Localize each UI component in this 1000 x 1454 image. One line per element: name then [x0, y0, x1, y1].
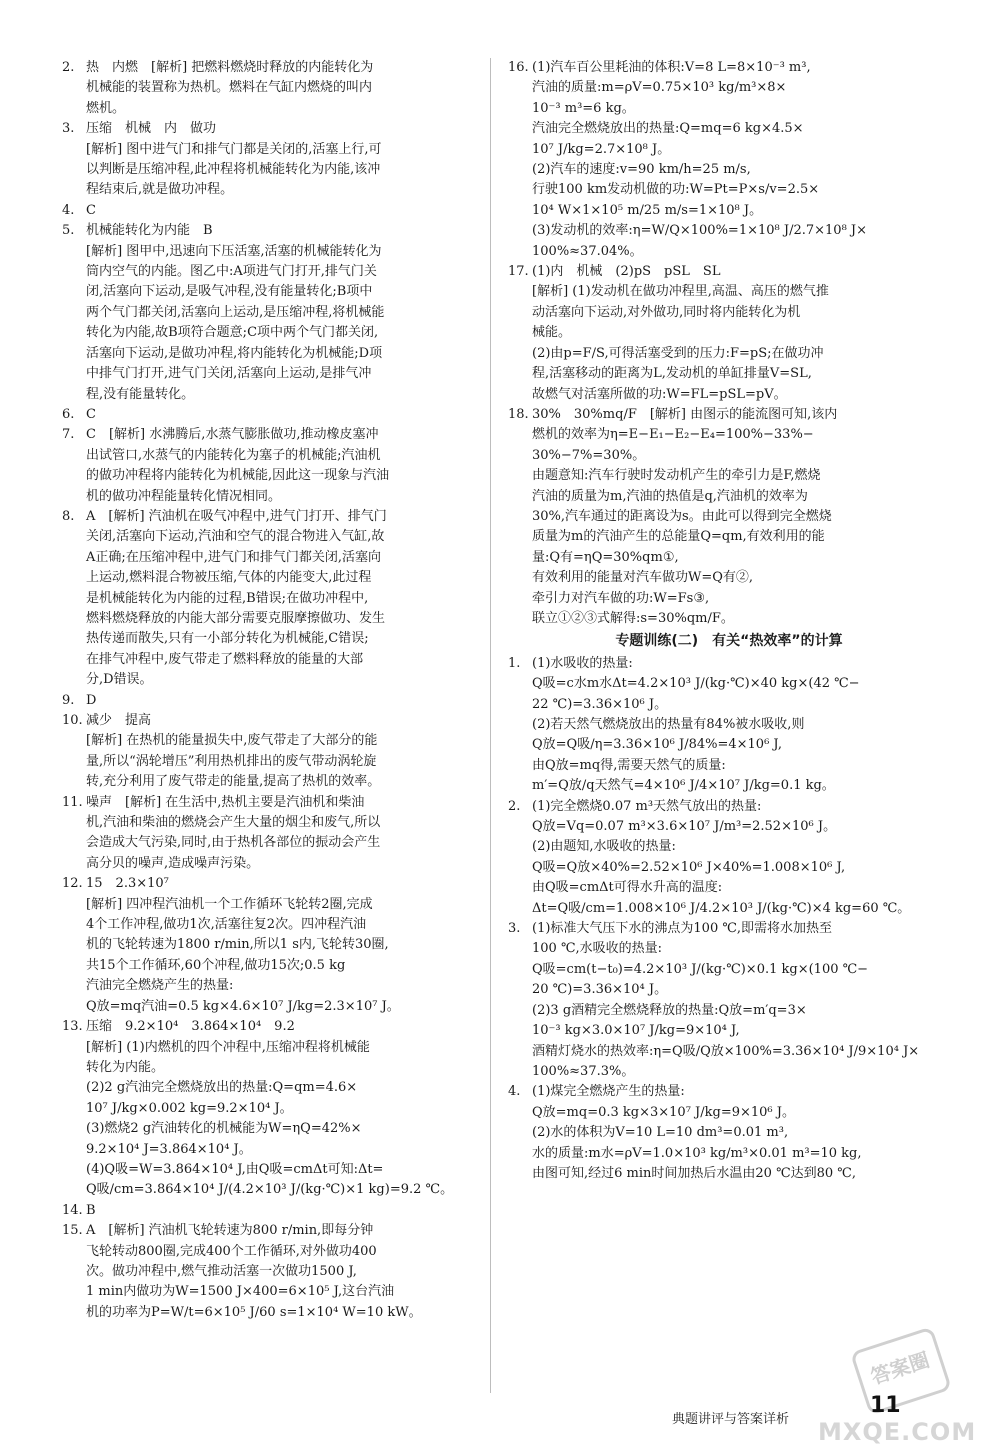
- answer-text: 汽油完全燃烧放出的热量:Q=mq=6 kg×4.5×: [532, 121, 804, 137]
- answer-text: 100%≈37.3%。: [532, 1063, 635, 1079]
- answer-item: [62, 405, 524, 425]
- answer-text: C [解析] 水沸腾后,水蒸气膨胀做功,推动橡皮塞冲: [86, 427, 379, 443]
- answer-text: 燃料燃烧释放的内能大部分需要克服摩擦做功、发生: [86, 610, 386, 626]
- question-number: 15.: [62, 1223, 83, 1239]
- answer-text: 燃机。: [86, 100, 126, 116]
- answer-line: [508, 1021, 950, 1041]
- answer-item: [62, 201, 524, 221]
- answer-line: [62, 1058, 524, 1078]
- answer-line: [62, 119, 524, 139]
- answer-text: 的做功冲程将内能转化为机械能,因此这一现象与汽油: [86, 468, 390, 484]
- answer-line: [508, 1001, 950, 1021]
- answer-text: 热 内燃 [解析] 把燃料燃烧时释放的内能转化为: [86, 60, 374, 75]
- answer-item: [508, 262, 950, 405]
- answer-text: (2)由p=F/S,可得活塞受到的压力:F=pS;在做功冲: [532, 345, 824, 361]
- answer-line: [62, 323, 524, 343]
- answer-text: Q吸=cm(t−t₀)=4.2×10³ J/(kg·℃)×0.1 kg×(100 ℃−: [532, 961, 869, 977]
- answer-line: [62, 262, 524, 282]
- answer-text: (2)3 g酒精完全燃烧释放的热量:Q放=m′q=3×: [532, 1002, 807, 1018]
- answer-line: [508, 919, 950, 939]
- answer-text: Q吸=Q放×40%=2.52×10⁶ J×40%=1.008×10⁶ J,: [532, 859, 846, 875]
- answer-line: [62, 466, 524, 486]
- answer-text: 会造成大气污染,同时,由于热机各部位的振动会产生: [86, 835, 381, 851]
- stamp-logo: [850, 1326, 952, 1418]
- answer-line: [62, 1140, 524, 1160]
- answer-line: [508, 385, 950, 405]
- answer-line: [508, 160, 950, 180]
- answer-text: 由Q吸=cmΔt可得水升高的温度:: [532, 880, 723, 896]
- question-number: 1.: [508, 655, 521, 671]
- answer-text: (1)标准大气压下水的沸点为100 ℃,即需将水加热至: [532, 921, 833, 937]
- answer-line: [62, 160, 524, 180]
- answer-item: [62, 691, 524, 711]
- question-number: 9.: [62, 692, 75, 708]
- answer-text: (1)完全燃烧0.07 m³天然气放出的热量:: [532, 798, 762, 814]
- answer-line: [62, 487, 524, 507]
- answer-text: 联立①②③式解得:s=30%qm/F。: [532, 610, 734, 626]
- answer-line: [62, 629, 524, 649]
- answer-text: (2)若天然气燃烧放出的热量有84%被水吸收,则: [532, 717, 805, 732]
- answer-text: 汽油的质量:m=ρV=0.75×10³ kg/m³×8×: [532, 80, 787, 96]
- answer-text: B: [86, 1202, 96, 1218]
- answer-text: 减少 提高: [86, 713, 152, 728]
- answer-line: [508, 78, 950, 98]
- answer-line: [508, 695, 950, 715]
- answer-text: 以判断是压缩冲程,此冲程将机械能转化为内能,该冲: [86, 162, 381, 178]
- answer-text: 由题意知:汽车行驶时发动机产生的牵引力是F,燃烧: [532, 468, 821, 484]
- answer-text: 分,D错误。: [86, 672, 153, 688]
- answer-text: 机的飞轮转速为1800 r/min,所以1 s内,飞轮转30圈,: [86, 937, 389, 953]
- answer-text: 燃机的效率为η=E−E₁−E₂−E₄=100%−33%−: [532, 427, 814, 443]
- answer-line: [508, 654, 950, 674]
- answer-line: [62, 201, 524, 221]
- answer-text: 闭,活塞向下运动,是吸气冲程,没有能量转化;B项中: [86, 284, 373, 300]
- answer-line: [508, 242, 950, 262]
- answer-text: 有效利用的能量对汽车做功W=Q有②,: [532, 570, 754, 586]
- answer-text: (2)水的体积为V=10 L=10 dm³=0.01 m³,: [532, 1125, 789, 1141]
- answer-text: 由图可知,经过6 min时间加热后水温由20 ℃达到80 ℃,: [532, 1165, 856, 1181]
- answer-text: m′=Q放/q天然气=4×10⁶ J/4×10⁷ J/kg=0.1 kg。: [532, 778, 835, 794]
- answer-text: [解析] 在热机的能量损失中,废气带走了大部分的能: [86, 733, 378, 749]
- answer-line: [62, 1262, 524, 1282]
- answer-line: [508, 939, 950, 959]
- answer-text: 程,活塞移动的距离为L,发动机的单缸排量V=SL,: [532, 366, 812, 382]
- answer-line: [508, 1103, 950, 1123]
- answer-text: 汽油完全燃烧产生的热量:: [86, 978, 234, 994]
- answer-line: [62, 548, 524, 568]
- answer-text: D: [86, 692, 97, 708]
- answer-line: [508, 466, 950, 486]
- answer-line: [508, 58, 950, 78]
- book-title: 典题讲评与答案详析: [672, 1412, 790, 1427]
- answer-line: [62, 670, 524, 690]
- answer-line: [508, 1164, 950, 1184]
- section-title: 专题训练(二) 有关“热效率”的计算: [615, 633, 843, 650]
- answer-text: 程结束后,就是做功冲程。: [86, 182, 234, 198]
- answer-line: [508, 487, 950, 507]
- answer-line: [508, 1062, 950, 1082]
- answer-line: [62, 364, 524, 384]
- answer-text: (1)汽车百公里耗油的体积:V=8 L=8×10⁻³ m³,: [532, 60, 811, 75]
- answer-line: [62, 895, 524, 915]
- answer-line: [508, 405, 950, 425]
- answer-line: [508, 589, 950, 609]
- answer-text: 机的功率为P=W/t=6×10⁵ J/60 s=1×10⁴ W=10 kW。: [86, 1304, 422, 1320]
- question-number: 6.: [62, 406, 75, 422]
- answer-line: [62, 446, 524, 466]
- right-column: [508, 58, 950, 1184]
- answer-text: (1)煤完全燃烧产生的热量:: [532, 1084, 685, 1100]
- page-number: 11: [870, 1393, 901, 1418]
- section-items: [508, 654, 950, 1185]
- answer-line: [62, 425, 524, 445]
- answer-text: 是机械能转化为内能的过程,B错误;在做功冲程中,: [86, 590, 369, 606]
- answer-text: Δt=Q吸/cm=1.008×10⁶ J/4.2×10³ J/(kg·℃)×4 kg=60 ℃。: [532, 900, 911, 916]
- answer-item: [62, 793, 524, 875]
- answer-text: 压缩 9.2×10⁴ 3.864×10⁴ 9.2: [86, 1019, 295, 1035]
- answer-text: [解析] 图中进气门和排气门都是关闭的,活塞上行,可: [86, 141, 382, 157]
- answer-text: 30% 30%mq/F [解析] 由图示的能流图可知,该内: [532, 406, 838, 422]
- answer-text: 9.2×10⁴ J=3.864×10⁴ J。: [86, 1141, 252, 1157]
- answer-line: [62, 1038, 524, 1058]
- right-items: [508, 58, 950, 629]
- answer-line: [508, 99, 950, 119]
- answer-item: [62, 874, 524, 1017]
- answer-text: 30%−7%=30%。: [532, 447, 646, 463]
- answer-line: [62, 997, 524, 1017]
- answer-text: 故燃气对活塞所做的功:W=FL=pSL=pV。: [532, 386, 787, 402]
- answer-line: [62, 1201, 524, 1221]
- answer-line: [508, 715, 950, 735]
- question-number: 12.: [62, 876, 83, 892]
- answer-line: [62, 854, 524, 874]
- answer-text: (1)水吸收的热量:: [532, 655, 633, 671]
- answer-line: [508, 221, 950, 241]
- answer-item: [508, 58, 950, 262]
- question-number: 14.: [62, 1202, 83, 1218]
- answer-text: Q吸/cm=3.864×10⁴ J/(4.2×10³ J/(kg·℃)×1 kg)=9.2 ℃。: [86, 1182, 454, 1198]
- question-number: 2.: [62, 60, 75, 75]
- column-divider: [490, 58, 491, 1393]
- answer-line: [62, 1221, 524, 1241]
- answer-line: [62, 1078, 524, 1098]
- answer-text: 由Q放=mq得,需要天然气的质量:: [532, 757, 726, 773]
- answer-item: [508, 919, 950, 1082]
- answer-text: 机械能转化为内能 B: [86, 223, 213, 239]
- answer-text: A [解析] 汽油机在吸气冲程中,进气门打开、排气门: [86, 508, 387, 524]
- answer-line: [508, 756, 950, 776]
- answer-line: [508, 201, 950, 221]
- answer-line: [62, 976, 524, 996]
- answer-text: 在排气冲程中,废气带走了燃料释放的能量的大部: [86, 651, 364, 667]
- answer-text: 10⁴ W×1×10⁵ m/25 m/s=1×10⁸ J。: [532, 202, 763, 218]
- answer-line: [62, 527, 524, 547]
- answer-line: [508, 323, 950, 343]
- question-number: 13.: [62, 1019, 83, 1035]
- answer-line: [62, 915, 524, 935]
- answer-line: [62, 711, 524, 731]
- answer-text: 出试管口,水蒸气的内能转化为塞子的机械能;汽油机: [86, 447, 381, 463]
- answer-line: [508, 817, 950, 837]
- answer-text: 程,没有能量转化。: [86, 386, 195, 402]
- answer-line: [62, 180, 524, 200]
- question-number: 7.: [62, 427, 75, 443]
- answer-line: [508, 262, 950, 282]
- answer-line: [62, 1119, 524, 1139]
- answer-line: [62, 303, 524, 323]
- answer-line: [62, 1160, 524, 1180]
- answer-text: 水的质量:m水=ρV=1.0×10³ kg/m³×0.01 m³=10 kg,: [532, 1145, 862, 1161]
- answer-text: [解析] (1)内燃机的四个冲程中,压缩冲程将机械能: [86, 1039, 370, 1055]
- answer-text: 次。做功冲程中,燃气推动活塞一次做功1500 J,: [86, 1263, 357, 1279]
- answer-line: [508, 858, 950, 878]
- answer-text: (3)燃烧2 g汽油转化的机械能为W=ηQ=42%×: [86, 1121, 362, 1137]
- answer-line: [508, 446, 950, 466]
- answer-text: 20 ℃)=3.36×10⁴ J。: [532, 982, 668, 998]
- answer-item: [62, 58, 524, 119]
- answer-line: [62, 405, 524, 425]
- answer-line: [508, 837, 950, 857]
- answer-item: [62, 711, 524, 793]
- answer-text: 牵引力对汽车做的功:W=Fs③,: [532, 590, 710, 606]
- answer-text: 100%≈37.04%。: [532, 243, 643, 259]
- answer-text: (3)发动机的效率:η=W/Q×100%=1×10⁸ J/2.7×10⁸ J×: [532, 223, 868, 239]
- answer-item: [62, 1201, 524, 1221]
- answer-line: [508, 1123, 950, 1143]
- answer-item: [62, 1017, 524, 1201]
- answer-line: [62, 650, 524, 670]
- question-number: 3.: [62, 121, 75, 137]
- answer-text: 1 min内做功为W=1500 J×400=6×10⁵ J,这台汽油: [86, 1284, 395, 1300]
- answer-text: 22 ℃)=3.36×10⁶ J。: [532, 696, 668, 712]
- answer-text: 机的做功冲程能量转化情况相同。: [86, 488, 282, 504]
- answer-line: [62, 78, 524, 98]
- answer-item: [62, 1221, 524, 1323]
- answer-item: [62, 221, 524, 405]
- answer-line: [508, 980, 950, 1000]
- answer-text: A正确;在压缩冲程中,进气门和排气门都关闭,活塞向: [86, 549, 382, 565]
- answer-line: [508, 527, 950, 547]
- answer-text: Q放=mq汽油=0.5 kg×4.6×10⁷ J/kg=2.3×10⁷ J。: [86, 998, 400, 1014]
- answer-line: [508, 797, 950, 817]
- answer-text: Q吸=c水m水Δt=4.2×10³ J/(kg·℃)×40 kg×(42 ℃−: [532, 676, 860, 692]
- answer-text: 热传递而散失,只有一小部分转化为机械能,C错误;: [86, 631, 369, 647]
- answer-text: 动活塞向下运动,对外做功,同时将内能转化为机: [532, 304, 801, 320]
- answer-text: (2)汽车的速度:v=90 km/h=25 m/s,: [532, 162, 751, 178]
- answer-text: 飞轮转动800圈,完成400个工作循环,对外做功400: [86, 1243, 377, 1259]
- answer-line: [508, 507, 950, 527]
- answer-text: (2)2 g汽油完全燃烧放出的热量:Q=qm=4.6×: [86, 1080, 358, 1096]
- answer-line: [62, 813, 524, 833]
- answer-line: [62, 385, 524, 405]
- answer-text: 量,所以“涡轮增压”利用热机排出的废气带动涡轮旋: [86, 753, 377, 769]
- stamp-text: 答案圈: [867, 1347, 933, 1389]
- answer-line: [62, 691, 524, 711]
- answer-text: [解析] (1)发动机在做功冲程里,高温、高压的燃气推: [532, 284, 829, 300]
- answer-text: 汽油的质量为m,汽油的热值是q,汽油机的效率为: [532, 488, 808, 504]
- answer-line: [62, 833, 524, 853]
- answer-text: 机,汽油和柴油的燃烧会产生大量的烟尘和废气,所以: [86, 815, 381, 831]
- answer-line: [508, 674, 950, 694]
- question-number: 11.: [62, 794, 83, 810]
- answer-line: [508, 425, 950, 445]
- answer-line: [62, 242, 524, 262]
- answer-line: [508, 119, 950, 139]
- answer-text: Q放=mq=0.3 kg×3×10⁷ J/kg=9×10⁶ J。: [532, 1104, 795, 1120]
- answer-line: [62, 1180, 524, 1200]
- answer-line: [62, 1099, 524, 1119]
- answer-text: 100 ℃,水吸收的热量:: [532, 941, 663, 957]
- answer-line: [62, 1282, 524, 1302]
- answer-line: [62, 221, 524, 241]
- answer-text: [解析] 图甲中,迅速向下压活塞,活塞的机械能转化为: [86, 243, 382, 259]
- answer-text: 转,充分利用了废气带走的能量,提高了热机的效率。: [86, 774, 381, 790]
- answer-line: [62, 507, 524, 527]
- answer-line: [62, 793, 524, 813]
- answer-line: [62, 140, 524, 160]
- question-number: 4.: [508, 1084, 521, 1100]
- answer-line: [508, 960, 950, 980]
- answer-text: 质量为m的汽油产生的总能量Q=qm,有效利用的能: [532, 529, 825, 545]
- answer-text: 压缩 机械 内 做功: [86, 121, 217, 137]
- answer-line: [508, 735, 950, 755]
- answer-text: (2)由题知,水吸收的热量:: [532, 839, 676, 855]
- answer-text: 10⁷ J/kg=2.7×10⁸ J。: [532, 141, 671, 157]
- answer-text: 两个气门都关闭,活塞向上运动,是压缩冲程,将机械能: [86, 304, 385, 320]
- answer-text: Q放=Q吸/η=3.36×10⁶ J/84%=4×10⁶ J,: [532, 737, 783, 753]
- answer-text: 机械能的装置称为热机。燃料在气缸内燃烧的叫内: [86, 80, 373, 96]
- answer-line: [508, 899, 950, 919]
- answer-line: [508, 1042, 950, 1062]
- answer-text: [解析] 四冲程汽油机一个工作循环飞轮转2圈,完成: [86, 896, 373, 912]
- answer-text: C: [86, 202, 96, 218]
- answer-text: 转化为内能,故B项符合题意;C项中两个气门都关闭,: [86, 325, 379, 341]
- question-number: 2.: [508, 798, 521, 814]
- answer-text: Q放=Vq=0.07 m³×3.6×10⁷ J/m³=2.52×10⁶ J。: [532, 819, 837, 835]
- answer-line: [508, 878, 950, 898]
- answer-text: 10⁷ J/kg×0.002 kg=9.2×10⁴ J。: [86, 1100, 293, 1116]
- answer-line: [62, 1242, 524, 1262]
- answer-item: [508, 405, 950, 629]
- question-number: 18.: [508, 406, 529, 422]
- answer-line: [62, 282, 524, 302]
- answer-text: 行驶100 km发动机做的功:W=Pt=P×s/v=2.5×: [532, 182, 820, 198]
- answer-text: A [解析] 汽油机飞轮转速为800 r/min,即每分钟: [86, 1223, 374, 1239]
- answer-text: 30%,汽车通过的距离设为s。由此可以得到完全燃烧: [532, 508, 832, 524]
- answer-text: 筒内空气的内能。图乙中:A项进气门打开,排气门关: [86, 264, 377, 280]
- answer-line: [62, 935, 524, 955]
- answer-item: [508, 654, 950, 797]
- answer-line: [62, 874, 524, 894]
- answer-line: [62, 1303, 524, 1323]
- answer-line: [62, 568, 524, 588]
- answer-text: 10⁻³ m³=6 kg。: [532, 100, 635, 116]
- answer-line: [62, 772, 524, 792]
- answer-text: 量:Q有=ηQ=30%qm①,: [532, 549, 679, 565]
- answer-line: [62, 99, 524, 119]
- question-number: 8.: [62, 508, 75, 524]
- answer-item: [62, 425, 524, 507]
- answer-text: 关闭,活塞向下运动,汽油和空气的混合物进入气缸,故: [86, 529, 385, 545]
- answer-line: [508, 1144, 950, 1164]
- left-column: [62, 58, 524, 1323]
- answer-line: [62, 731, 524, 751]
- answer-text: 转化为内能。: [86, 1059, 165, 1075]
- answer-line: [508, 364, 950, 384]
- question-number: 4.: [62, 202, 75, 218]
- answer-line: [508, 568, 950, 588]
- answer-line: [508, 776, 950, 796]
- question-number: 3.: [508, 921, 521, 937]
- question-number: 10.: [62, 713, 83, 728]
- answer-item: [62, 507, 524, 691]
- answer-text: 15 2.3×10⁷: [86, 876, 169, 892]
- answer-text: 上运动,燃料混合物被压缩,气体的内能变大,此过程: [86, 570, 372, 586]
- answer-line: [508, 180, 950, 200]
- answer-line: [508, 1082, 950, 1102]
- answer-line: [62, 344, 524, 364]
- answer-line: [508, 303, 950, 323]
- answer-line: [62, 752, 524, 772]
- answer-text: 酒精灯烧水的热效率:η=Q吸/Q放×100%=3.36×10⁴ J/9×10⁴ J×: [532, 1043, 920, 1059]
- question-number: 16.: [508, 60, 529, 75]
- answer-line: [62, 589, 524, 609]
- answer-line: [62, 609, 524, 629]
- answer-item: [508, 797, 950, 919]
- answer-text: C: [86, 406, 96, 422]
- answer-line: [62, 58, 524, 78]
- answer-line: [508, 282, 950, 302]
- question-number: 5.: [62, 223, 75, 239]
- answer-line: [508, 609, 950, 629]
- question-number: 17.: [508, 264, 529, 280]
- answer-item: [508, 1082, 950, 1184]
- answer-text: 高分贝的噪声,造成噪声污染。: [86, 855, 260, 871]
- answer-line: [62, 956, 524, 976]
- answer-line: [62, 1017, 524, 1037]
- answer-item: [62, 119, 524, 201]
- answer-text: 中排气门打开,进气门关闭,活塞向上运动,是排气冲: [86, 366, 372, 382]
- answer-line: [508, 548, 950, 568]
- answer-text: 共15个工作循环,60个冲程,做功15次;0.5 kg: [86, 957, 346, 973]
- answer-text: 噪声 [解析] 在生活中,热机主要是汽油机和柴油: [86, 794, 365, 810]
- answer-line: [508, 140, 950, 160]
- answer-text: 械能。: [532, 325, 572, 341]
- watermark: MXQE.COM: [818, 1418, 977, 1446]
- answer-text: 10⁻³ kg×3.0×10⁷ J/kg=9×10⁴ J,: [532, 1023, 740, 1039]
- answer-line: [508, 344, 950, 364]
- answer-text: (1)内 机械 (2)pS pSL SL: [532, 264, 721, 280]
- answer-text: (4)Q吸=W=3.864×10⁴ J,由Q吸=cmΔt可知:Δt=: [86, 1161, 384, 1177]
- answer-text: 活塞向下运动,是做功冲程,将内能转化为机械能;D项: [86, 345, 383, 361]
- answer-text: 4个工作冲程,做功1次,活塞往复2次。四冲程汽油: [86, 917, 367, 933]
